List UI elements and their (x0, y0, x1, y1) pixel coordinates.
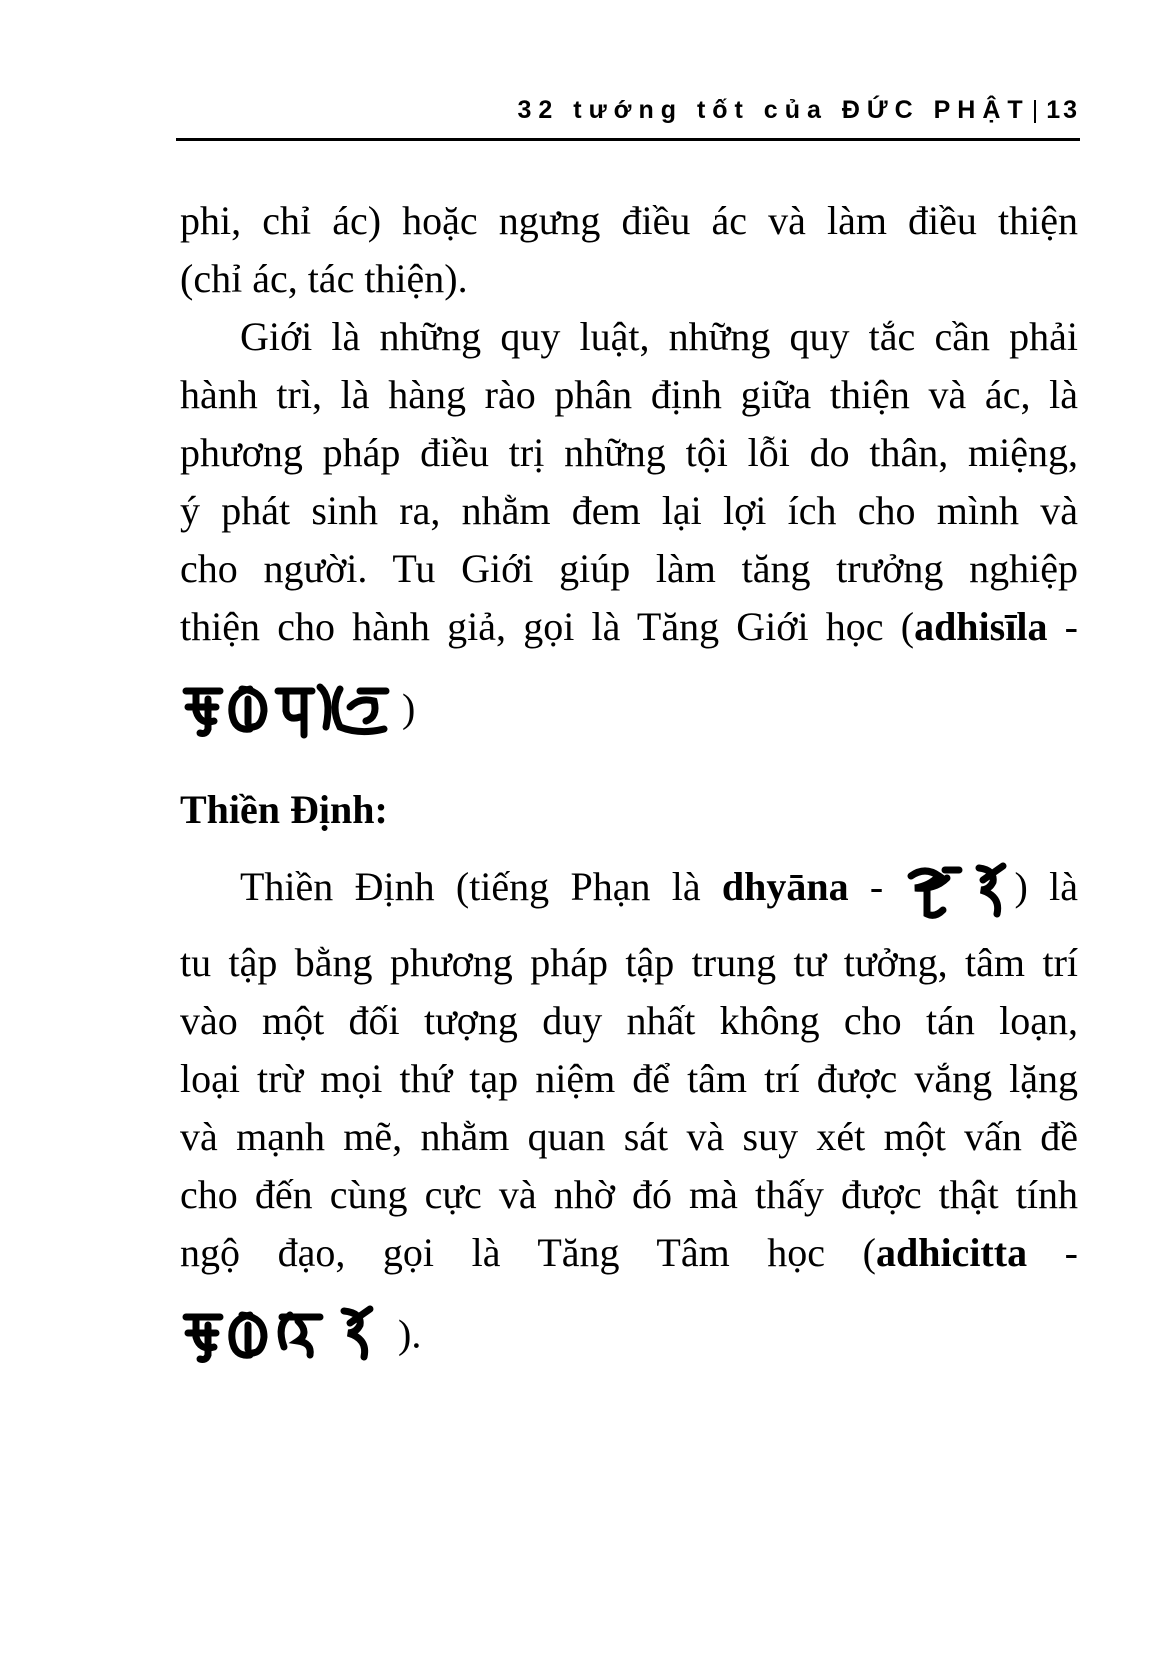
page-number: 13 (1046, 96, 1080, 124)
siddham-dhyana-glyph (905, 860, 1015, 922)
text-line: cho người. Tu Giới giúp làm tăng trưởng nghiệp (180, 546, 1078, 591)
text-line: và mạnh mẽ, nhằm quan sát và suy xét một vấn đề (180, 1114, 1078, 1159)
citta-dash: - (1027, 1230, 1078, 1275)
text-line-dhyana (180, 839, 1078, 934)
dhyana-term: dhyāna (721, 864, 849, 909)
siddham-adhisila-glyph (180, 677, 402, 739)
sila-term: adhisīla (914, 604, 1048, 649)
siddham-adhicitta-glyph (180, 1303, 398, 1365)
page-body (180, 192, 1078, 1377)
citta-term: adhicitta (875, 1230, 1028, 1275)
text-line-citta (180, 1224, 1078, 1282)
text-line: phương pháp điều trị những tội lỗi do thân, miệng, (180, 430, 1078, 475)
text-line: (chỉ ác, tác thiện). (180, 256, 468, 301)
header-separator: | (1031, 96, 1039, 124)
text-line: vào một đối tượng duy nhất không cho tán loạn, (180, 998, 1078, 1043)
header-text (518, 96, 1081, 125)
text-line: loại trừ mọi thứ tạp niệm để tâm trí được vắng lặng (180, 1056, 1078, 1101)
siddham-line-sila (180, 656, 1078, 751)
text-line: cho đến cùng cực và nhờ đó mà thấy được thật tính (180, 1172, 1078, 1217)
dhyana-dash: - (848, 864, 905, 909)
siddham-line-citta (180, 1282, 1078, 1377)
citta-close-paren: ). (398, 1311, 422, 1357)
dhyana-suffix: ) là (1014, 864, 1079, 909)
text-line-sila (180, 598, 1078, 656)
running-header (176, 96, 1080, 141)
text-line: ý phát sinh ra, nhằm đem lại lợi ích cho mình và (180, 488, 1078, 533)
text-line: hành trì, là hàng rào phân định giữa thiện và ác, là (180, 372, 1078, 417)
dhyana-prefix: Thiền Định (tiếng Phạn là (240, 864, 722, 909)
text-line: phi, chỉ ác) hoặc ngưng điều ác và làm điều thiện (180, 198, 1078, 243)
section-heading: Thiền Định: (180, 787, 388, 832)
section-spacer (180, 751, 1078, 781)
sila-dash: - (1047, 604, 1079, 649)
sila-close-paren: ) (402, 685, 416, 731)
header-title: 32 tướng tốt của ĐỨC PHẬT (517, 96, 1030, 124)
sila-prefix: thiện cho hành giả, gọi là Tăng Giới học ( (180, 604, 915, 649)
text-line: tu tập bằng phương pháp tập trung tư tưởng, tâm trí (180, 940, 1078, 985)
citta-prefix: ngộ đạo, gọi là Tăng Tâm học ( (180, 1230, 876, 1275)
paragraph-first-line: Giới là những quy luật, những quy tắc cần phải (240, 314, 1078, 359)
